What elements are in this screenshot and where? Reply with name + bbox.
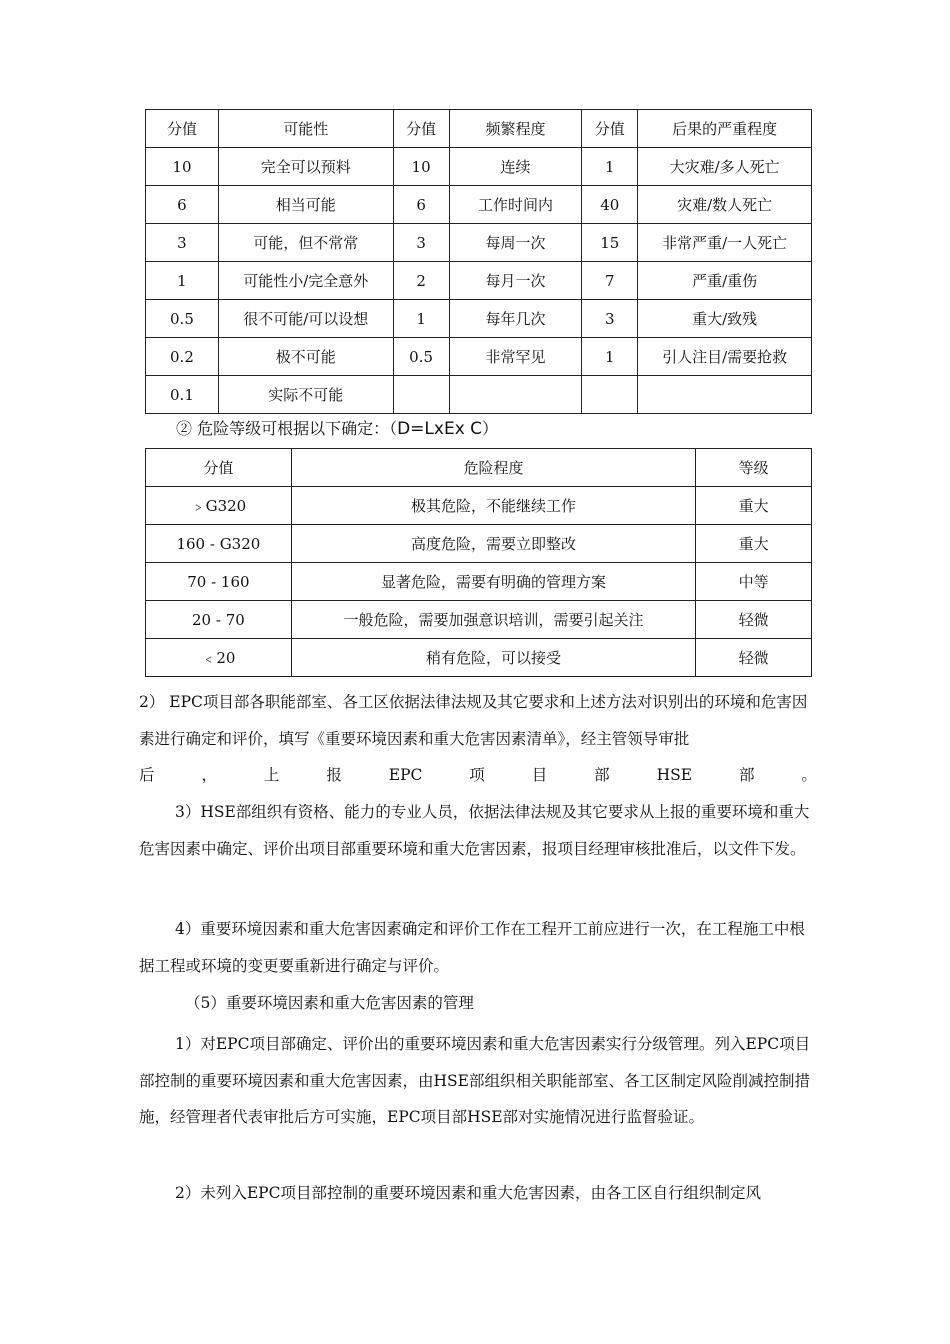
table-cell — [393, 376, 449, 414]
header-cell: 等级 — [696, 449, 812, 487]
caption-close: ） — [482, 419, 499, 438]
justified-word: HSE — [656, 766, 693, 784]
table-cell — [638, 376, 812, 414]
table-cell: 非常罕见 — [449, 338, 582, 376]
table-cell: 灾难/数人死亡 — [638, 186, 812, 224]
table-cell: 0.5 — [146, 300, 219, 338]
table-cell: 很不可能/可以设想 — [218, 300, 393, 338]
risk-formula: D=LxEx C — [397, 419, 483, 439]
table-cell: 非常严重/一人死亡 — [638, 224, 812, 262]
table-cell: 7 — [582, 262, 638, 300]
table-cell: 6 — [146, 186, 219, 224]
table-cell: 1 — [146, 262, 219, 300]
justified-word: 。 — [801, 766, 817, 784]
table-cell: 重大 — [696, 525, 812, 563]
table-cell: 轻微 — [696, 601, 812, 639]
header-cell: 频繁程度 — [449, 110, 582, 148]
table-cell — [449, 376, 582, 414]
header-cell: 后果的严重程度 — [638, 110, 812, 148]
table-cell: 0.1 — [146, 376, 219, 414]
table-cell: 显著危险，需要有明确的管理方案 — [291, 563, 695, 601]
table-cell: 15 — [582, 224, 638, 262]
table-cell: 大灾难/多人死亡 — [638, 148, 812, 186]
table-cell: ﹥G320 — [146, 487, 292, 525]
table-cell: 严重/重伤 — [638, 262, 812, 300]
paragraph-4: 4）重要环境因素和重大危害因素确定和评价工作在工程开工前应进行一次，在工程施工中根据工程或环境的变更要重新进行确定与评价。 — [139, 920, 805, 975]
table-cell: 引人注目/需要抢救 — [638, 338, 812, 376]
table1-row-header — [146, 110, 812, 148]
paragraph-2-text: 2） EPC项目部各职能部室、各工区依据法律法规及其它要求和上述方法对识别出的环境和危害因素进行确定和评价，填写《重要环境因素和重大危害因素清单》，经主管领导审批 — [139, 693, 808, 748]
likelihood-frequency-consequence-table — [145, 109, 812, 414]
table-cell: 重大 — [696, 487, 812, 525]
paragraph-2 — [139, 684, 817, 794]
table-cell: 0.5 — [393, 338, 449, 376]
table2-row — [146, 639, 812, 677]
table1-row — [146, 148, 812, 186]
table-cell: 每年几次 — [449, 300, 582, 338]
paragraph-3: 3）HSE部组织有资格、能力的专业人员，依据法律法规及其它要求从上报的重要环境和重大危害因素中确定、评价出项目部重要环境和重大危害因素，报项目经理审核批准后，以文件下发。 — [139, 803, 810, 858]
table1-row — [146, 338, 812, 376]
table1-row — [146, 300, 812, 338]
table-cell: 完全可以预料 — [218, 148, 393, 186]
table-cell: 3 — [393, 224, 449, 262]
header-cell: 分值 — [582, 110, 638, 148]
header-cell: 分值 — [393, 110, 449, 148]
header-cell: 危险程度 — [291, 449, 695, 487]
table-cell: 40 — [582, 186, 638, 224]
table2-row — [146, 601, 812, 639]
table-cell: 1 — [582, 148, 638, 186]
header-cell: 分值 — [146, 449, 292, 487]
table-cell: 可能性小/完全意外 — [218, 262, 393, 300]
table-cell: 轻微 — [696, 639, 812, 677]
table1-row — [146, 262, 812, 300]
table-cell: 极其危险，不能继续工作 — [291, 487, 695, 525]
table-cell: 可能，但不常常 — [218, 224, 393, 262]
justified-word: 项 — [469, 766, 485, 784]
table-cell: 1 — [582, 338, 638, 376]
table-cell: 工作时间内 — [449, 186, 582, 224]
justified-word: 后 — [139, 766, 155, 784]
header-cell: 可能性 — [218, 110, 393, 148]
table1-row — [146, 224, 812, 262]
table-cell: 相当可能 — [218, 186, 393, 224]
table2-row — [146, 525, 812, 563]
table-cell: 连续 — [449, 148, 582, 186]
table2-row-header — [146, 449, 812, 487]
justified-word: 部 — [594, 766, 610, 784]
table-cell: 高度危险，需要立即整改 — [291, 525, 695, 563]
table-cell: 160 - G320 — [146, 525, 292, 563]
table1-row — [146, 376, 812, 414]
justified-word: EPC — [388, 766, 423, 784]
table-cell — [582, 376, 638, 414]
table2-row — [146, 563, 812, 601]
table-cell: 10 — [393, 148, 449, 186]
paragraph-7: 2）未列入EPC项目部控制的重要环境因素和重大危害因素，由各工区自行组织制定风 — [175, 1184, 761, 1202]
justified-word: 部 — [738, 766, 755, 784]
table-cell: 重大/致残 — [638, 300, 812, 338]
table-cell: ﹤20 — [146, 639, 292, 677]
table-cell: 每月一次 — [449, 262, 582, 300]
caption-text: ② 危险等级可根据以下确定：（ — [176, 419, 398, 438]
justified-word: 目 — [531, 766, 548, 784]
table-cell: 1 — [393, 300, 449, 338]
justified-word: ， — [201, 766, 217, 784]
paragraph-2-tail — [139, 757, 817, 794]
justified-word: 报 — [326, 766, 342, 784]
table-cell: 实际不可能 — [218, 376, 393, 414]
table-cell: 一般危险，需要加强意识培训，需要引起关注 — [291, 601, 695, 639]
table-cell: 6 — [393, 186, 449, 224]
table-cell: 3 — [146, 224, 219, 262]
risk-level-caption — [176, 416, 498, 439]
table-cell: 每周一次 — [449, 224, 582, 262]
paragraph-6: 1）对EPC项目部确定、评价出的重要环境因素和重大危害因素实行分级管理。列入EPC项目部控制的重要环境因素和重大危害因素，由HSE部组织相关职能部室、各工区制定风险削减控制措施，经管理者代表审批后方可实施，EPC项目部HSE部对实施情况进行监督验证。 — [139, 1035, 811, 1126]
table-cell: 稍有危险，可以接受 — [291, 639, 695, 677]
table-cell: 3 — [582, 300, 638, 338]
risk-level-table — [145, 448, 812, 677]
table-cell: 70 - 160 — [146, 563, 292, 601]
section-heading-5: （5）重要环境因素和重大危害因素的管理 — [185, 994, 474, 1012]
table-cell: 极不可能 — [218, 338, 393, 376]
table-cell: 20 - 70 — [146, 601, 292, 639]
table-cell: 中等 — [696, 563, 812, 601]
table1-row — [146, 186, 812, 224]
table2-row — [146, 487, 812, 525]
table-cell: 0.2 — [146, 338, 219, 376]
justified-word: 上 — [263, 766, 280, 784]
header-cell: 分值 — [146, 110, 219, 148]
table-cell: 2 — [393, 262, 449, 300]
table-cell: 10 — [146, 148, 219, 186]
